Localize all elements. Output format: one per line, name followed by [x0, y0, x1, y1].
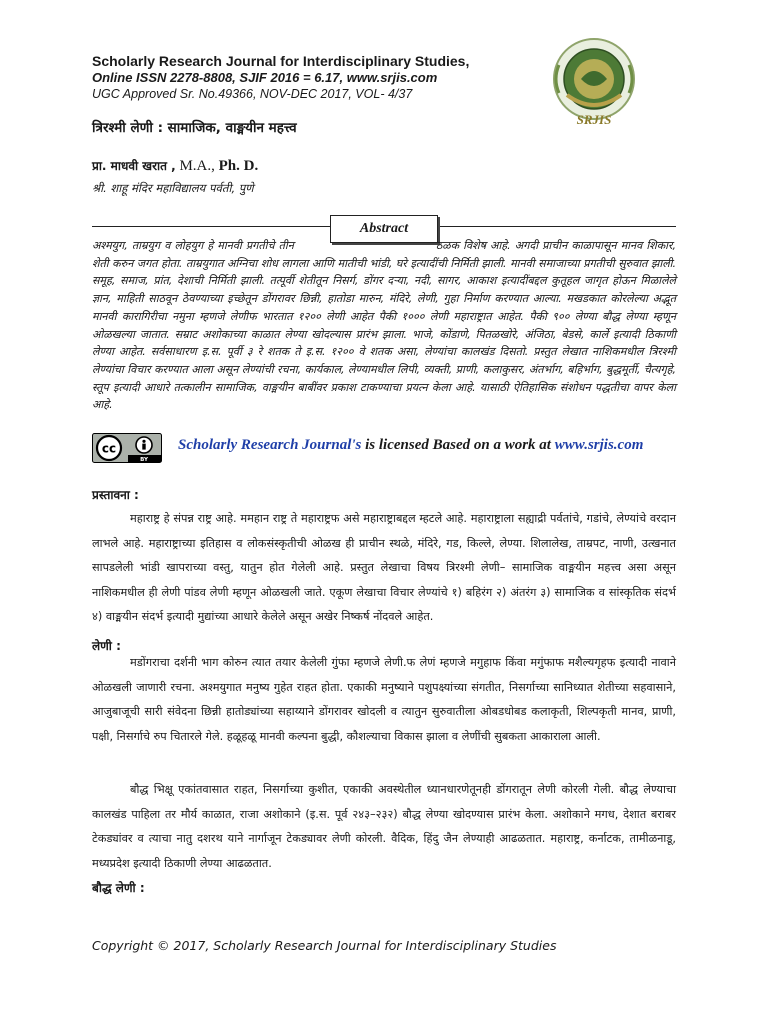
- leni-paragraph-2: बौद्ध भिक्षू एकांतवासात राहत, निसर्गाच्या कुशीत, एकाकी अवस्थेतील ध्यानधारणेतूनही डोंगरातून लेणी कोरली गेली. बौद्ध लेण्याचा कालखंड पाहिला तर मौर्य काळात, राजा अशोकाने (इ.स. पूर्व २४३–२३२) बौद्ध लेण्या खोदण्यास प्रारंभ केला. अशोकाने मगध, देशात बराबर टेकड्यांवर व त्याचा नातु दशरथ याने नार्गाजून टेकड्यावर लेणी कोरली. वैदिक, हिंदु जैन लेण्याही आढळतात. महाराष्ट्र, कर्नाटक, तामीळनाडू, मध्यप्रदेश इत्यादी ठिकाणी लेण्या आढळतात.: [92, 783, 676, 870]
- journal-ugc-line: UGC Approved Sr. No.49366, NOV-DEC 2017, VOL- 4/37: [92, 87, 413, 101]
- license-row: [92, 433, 682, 463]
- intro-paragraph: महाराष्ट्र हे संपन्न राष्ट्र आहे. ममहान राष्ट्र ते महाराष्ट्रफ असे महाराष्ट्राबद्दल म्हटले आहे. महाराष्ट्राला सह्याद्री पर्वतांचे, गडांचे, लेण्यांचे वरदान लाभले आहे. महाराष्ट्राच्या इतिहास व लोकसंस्कृतीची ओळख ही प्राचीन स्थळे, मंदिरे, गड, किल्ले, लेण्या. शिलालेख, ताम्रपट, नाणी, उत्खनात सापडलेली भांडी खापराच्या वस्तु, यातुन होत गेलेली आहे. प्रस्तुत लेखाचा विषय त्रिरश्मी लेणी– सामाजिक वाङ्मयीन महत्त्व असा असून नाशिकमधील ही लेणी पांडव लेणी म्हणून ओळखली जाते. एकूण लेखाचा विचार लेण्यांचे १) बहिरंग २) अंतरंग ३) सामाजिक व सांस्कृतिक संदर्भ ४) वाङ्मयीन संदर्भ इत्यादी मुद्यांच्या आधारे केलेले असून अखेर निष्कर्ष नोंदवले आहेत.: [92, 512, 676, 624]
- abstract-text-start: अश्मयुग, ताम्रयुग व लोहयुग हे मानवी प्रगतीचे तीन: [92, 239, 294, 252]
- abstract-text: [92, 237, 676, 414]
- license-journal-name: Scholarly Research Journal's: [178, 437, 362, 453]
- author-name: प्रा. माधवी खरात ,: [92, 159, 176, 173]
- article-title: त्रिरश्मी लेणी : सामाजिक, वाङ्मयीन महत्त्व: [92, 120, 297, 136]
- author-degree-phd: Ph. D.: [218, 158, 259, 174]
- abstract-label: Abstract: [330, 215, 438, 243]
- cc-label: cc: [101, 441, 117, 456]
- abstract-text-rest: ठळक विशेष आहे. अगदी प्राचीन काळापासून मानव शिकार, शेती करुन जगत होता. ताम्रयुगात अग्निचा शोध लागला आणि मातीची भांडी, घरे इत्यादींची निर्मिती झाली. मानवी समाजाच्या प्रगतीची सुरुवात झाली. समूह, समाज, प्रांत, देशाची निर्मिती झाली. तत्पूर्वी शेतीतून निसर्ग, डोंगर दऱ्या, नदी, सागर, आकाश इत्यादींबद्दल कुतूहल जागृत होऊन मिळालेले ज्ञान, माहिती साठवून ठेवण्याच्या इच्छेतून डोंगरावर छिन्नी, हातोडा मारुन, मंदिरे, लेणी, गुहा निर्माण करण्यात आल्या. मखडकात कोरलेल्या अद्भूत मानवी कारागिरीचा नमुना म्हणजे लेणीफ भारतात १२०० लेणी आहेत पैकी १००० लेणी महाराष्ट्रात आहेत. पैकी ९०० लेण्या बौद्ध लेण्या म्हणून ओळखल्या जातात. सम्राट अशोकाच्या काळात लेण्या खोदल्यास प्रारंभ झाला. भाजे, कोंडाणे, पितळखोरे, अंजिठा, बेडसे, कार्ले इत्यादी ठिकाणी लेण्या आहेत. सर्वसाधारण इ.स. पूर्वी ३ रे शतक ते इ.स. १२०० वे शतक असा, लेण्यांचा कालखंड दिसतो. प्रस्तुत लेखात नाशिकमधील त्रिरश्मी लेण्यांचा विचार करण्यात आला असून लेण्यांची रचना, कार्यकाल, लेण्यामधील लिपी, व्यक्ती, प्राणी, कलाकुसर, अंतर्भाग, बहिर्भाग, बुद्धमूर्ती, चैत्यगृहे, स्तूप इत्यादी आधारे तत्कालीन सामाजिक, वाङ्मयीन बाबींवर प्रकाश टाकण्याचा प्रयत्न केला आहे. यासाठी ऐतिहासिक संशोधन पद्धतीचा वापर केला आहे.: [92, 239, 676, 412]
- section-heading-buddha-leni: बौद्ध लेणी :: [92, 881, 145, 895]
- author-degree-ma: M.A.,: [175, 158, 219, 174]
- journal-name: Scholarly Research Journal for Interdisciplinary Studies,: [92, 53, 470, 69]
- section-heading-leni: लेणी :: [92, 639, 121, 653]
- logo-text: SRJIS: [576, 112, 612, 127]
- license-url-link[interactable]: www.srjis.com: [554, 437, 644, 453]
- journal-header: [92, 53, 512, 102]
- cc-by-license-icon[interactable]: [92, 433, 162, 463]
- section-heading-intro: प्रस्तावना :: [92, 488, 139, 502]
- journal-issn-line: Online ISSN 2278-8808, SJIF 2016 = 6.17, www.srjis.com: [92, 70, 438, 85]
- copyright-footer: Copyright © 2017, Scholarly Research Journal for Interdisciplinary Studies: [92, 938, 557, 953]
- license-text: [178, 437, 643, 454]
- by-label: BY: [140, 457, 148, 463]
- author-affiliation: श्री. शाहू मंदिर महाविद्यालय पर्वती, पुणे: [92, 181, 254, 195]
- leni-paragraph-1: मडोंगराचा दर्शनी भाग कोरुन त्यात तयार केलेली गुंफा म्हणजे लेणी.फ लेणं म्हणजे मगुहाफ किंवा मगुंफाफ मशैल्यगृहफ इत्यादी नावाने ओळखली जाणारी रचना. अश्मयुगात मनुष्य गुहेत राहत होता. एकाकी मनुष्याने पशुपक्ष्यांच्या संगतीत, निसर्गाच्या सानिध्यात शेतीच्या सहवासाने, आजुबाजूची सारी संवेदना छिन्नी हातोड्यांच्या सहाय्याने डोंगरावर खोदली व त्यातुन सुरुवातीला ओबडधोबड कलाकृती, शिल्पकृती मानव, प्राणी, पक्षी, निसर्गाचे रुप चितारले गेले. हळूहळू मानवी कल्पना बुद्धी, कौशल्याचा विकास झाला व लेणींची सुबकता आकाराला आली.: [92, 656, 676, 743]
- srjis-logo: [547, 35, 641, 129]
- license-middle-text: is licensed Based on a work at: [361, 437, 555, 453]
- author-line: [92, 157, 258, 175]
